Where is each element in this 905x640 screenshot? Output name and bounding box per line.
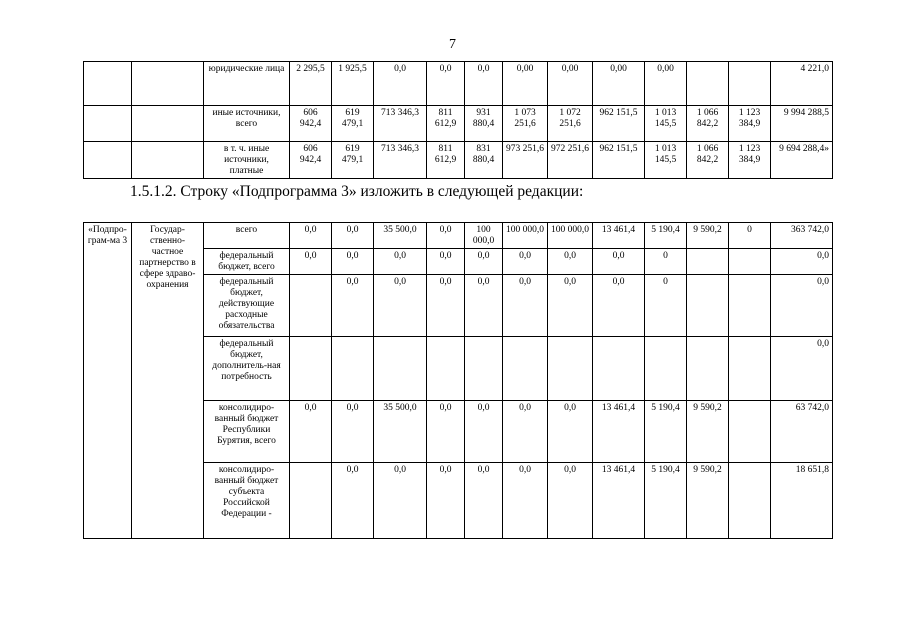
value-cell [465,337,503,401]
value-cell [729,249,771,275]
value-cell: 931 880,4 [465,106,503,142]
funding-source-cell: юридические лица [204,62,290,106]
value-cell: 9 694 288,4» [771,142,833,179]
value-cell [729,337,771,401]
value-cell [593,337,645,401]
value-cell: 0,0 [290,249,332,275]
value-cell [427,337,465,401]
value-cell: 1 013 145,5 [645,142,687,179]
value-cell: 0,0 [771,249,833,275]
value-cell: 5 190,4 [645,463,687,539]
value-cell [374,337,427,401]
value-cell: 13 461,4 [593,463,645,539]
value-cell: 0,0 [593,249,645,275]
program-cell: «Подпро-грам-ма 3 [84,223,132,539]
value-cell: 1 072 251,6 [548,106,593,142]
value-cell: 0,0 [332,463,374,539]
value-cell: 35 500,0 [374,223,427,249]
value-cell: 606 942,4 [290,106,332,142]
funding-source-cell: всего [204,223,290,249]
value-cell [503,337,548,401]
value-cell: 0,0 [465,62,503,106]
value-cell: 0 [645,275,687,337]
value-cell: 4 221,0 [771,62,833,106]
table-row [84,106,833,142]
value-cell: 63 742,0 [771,401,833,463]
value-cell [729,463,771,539]
value-cell: 5 190,4 [645,223,687,249]
value-cell: 35 500,0 [374,401,427,463]
table-row [84,142,833,179]
value-cell: 0,00 [503,62,548,106]
value-cell: 0,00 [548,62,593,106]
value-cell: 1 066 842,2 [687,106,729,142]
value-cell [290,337,332,401]
value-cell: 0,0 [332,401,374,463]
value-cell: 0,0 [465,275,503,337]
funding-source-cell: иные источники, всего [204,106,290,142]
value-cell: 0,0 [465,401,503,463]
value-cell [687,249,729,275]
funding-source-cell: федеральный бюджет, действующие расходные обязательства [204,275,290,337]
value-cell [332,337,374,401]
funding-source-cell: в т. ч. иные источники, платные [204,142,290,179]
value-cell: 0,0 [427,249,465,275]
value-cell [548,337,593,401]
value-cell: 9 590,2 [687,401,729,463]
value-cell: 0,0 [503,249,548,275]
value-cell: 962 151,5 [593,106,645,142]
funding-source-cell: консолидиро-ванный бюджет Республики Бурятия, всего [204,401,290,463]
funding-source-cell: федеральный бюджет, дополнитель-ная потребность [204,337,290,401]
value-cell: 0,0 [548,401,593,463]
value-cell: 1 013 145,5 [645,106,687,142]
value-cell: 100 000,0 [548,223,593,249]
subprogram-3-table [83,222,833,539]
value-cell [729,62,771,106]
funding-source-cell: консолидиро-ванный бюджет субъекта Российской Федерации - [204,463,290,539]
value-cell: 1 066 842,2 [687,142,729,179]
value-cell: 0,0 [771,275,833,337]
value-cell [84,62,132,106]
value-cell: 0,0 [332,275,374,337]
value-cell: 9 590,2 [687,223,729,249]
value-cell [84,142,132,179]
value-cell: 0,0 [427,401,465,463]
page-number: 7 [449,37,456,52]
value-cell [687,337,729,401]
value-cell: 0,0 [427,223,465,249]
value-cell: 363 742,0 [771,223,833,249]
value-cell [729,401,771,463]
value-cell [687,275,729,337]
value-cell: 0,0 [427,62,465,106]
value-cell: 0,0 [465,249,503,275]
value-cell: 0 [645,249,687,275]
value-cell: 1 123 384,9 [729,106,771,142]
table-row [84,223,833,249]
value-cell: 0,00 [645,62,687,106]
value-cell: 619 479,1 [332,142,374,179]
value-cell: 0,0 [374,249,427,275]
value-cell: 0,0 [332,223,374,249]
value-cell: 9 590,2 [687,463,729,539]
value-cell: 100 000,0 [465,223,503,249]
value-cell: 0 [729,223,771,249]
value-cell: 0,0 [771,337,833,401]
value-cell: 13 461,4 [593,401,645,463]
value-cell [84,106,132,142]
value-cell: 619 479,1 [332,106,374,142]
value-cell: 1 123 384,9 [729,142,771,179]
section-heading: 1.5.1.2. Строку «Подпрограмма 3» изложить в следующей редакции: [130,183,584,200]
table-row [84,62,833,106]
funding-source-cell: федеральный бюджет, всего [204,249,290,275]
value-cell [132,62,204,106]
program-name-cell: Государ-ственно-частное партнерство в сфере здраво-охранения [132,223,204,539]
value-cell: 0,0 [503,463,548,539]
value-cell: 962 151,5 [593,142,645,179]
value-cell: 811 612,9 [427,142,465,179]
value-cell: 973 251,6 [503,142,548,179]
funding-table-continued [83,61,833,179]
value-cell: 0,0 [503,275,548,337]
value-cell: 811 612,9 [427,106,465,142]
value-cell: 2 295,5 [290,62,332,106]
value-cell: 0,0 [332,249,374,275]
value-cell [645,337,687,401]
value-cell: 0,0 [548,249,593,275]
value-cell: 831 880,4 [465,142,503,179]
value-cell: 0,0 [548,463,593,539]
value-cell: 713 346,3 [374,106,427,142]
value-cell [290,463,332,539]
value-cell [290,275,332,337]
value-cell: 1 073 251,6 [503,106,548,142]
value-cell: 0,0 [593,275,645,337]
value-cell: 606 942,4 [290,142,332,179]
value-cell: 0,0 [290,401,332,463]
value-cell: 5 190,4 [645,401,687,463]
value-cell: 0,0 [465,463,503,539]
value-cell [132,106,204,142]
value-cell: 0,0 [374,463,427,539]
value-cell: 0,0 [427,463,465,539]
value-cell: 18 651,8 [771,463,833,539]
value-cell: 9 994 288,5 [771,106,833,142]
value-cell: 13 461,4 [593,223,645,249]
value-cell: 0,0 [427,275,465,337]
value-cell: 0,0 [374,275,427,337]
value-cell [132,142,204,179]
value-cell: 0,0 [374,62,427,106]
value-cell: 972 251,6 [548,142,593,179]
value-cell: 100 000,0 [503,223,548,249]
value-cell: 1 925,5 [332,62,374,106]
value-cell: 0,0 [503,401,548,463]
value-cell: 0,0 [290,223,332,249]
value-cell [729,275,771,337]
value-cell: 0,0 [548,275,593,337]
value-cell [687,62,729,106]
value-cell: 0,00 [593,62,645,106]
value-cell: 713 346,3 [374,142,427,179]
